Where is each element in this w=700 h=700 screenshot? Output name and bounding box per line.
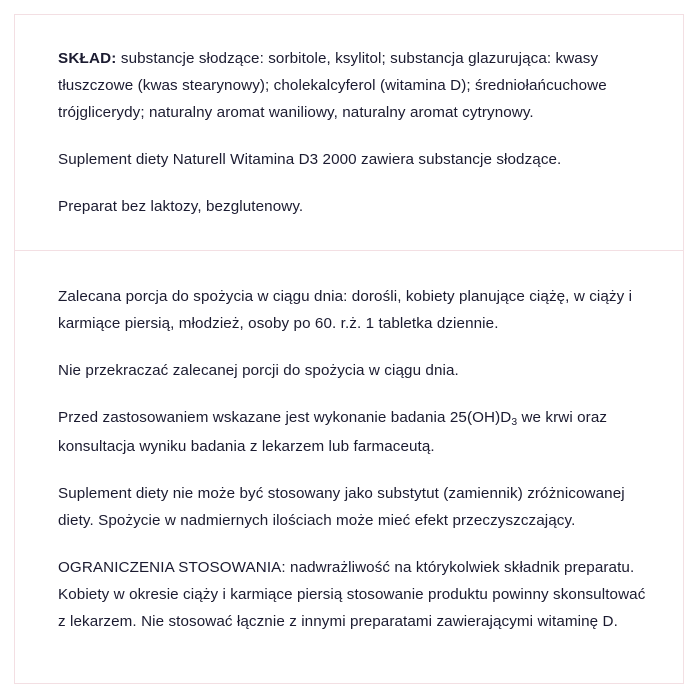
blood-test-before-text: Przed zastosowaniem wskazane jest wykonanie badania 25(OH)D xyxy=(58,409,512,426)
blood-test-after-text: we krwi oraz konsultacja wyniku badania z lekarzem lub farmaceutą. xyxy=(58,409,608,455)
allergens-paragraph: Preparat bez laktozy, bezglutenowy. xyxy=(58,198,304,215)
composition-body-text: substancje słodzące: sorbitole, ksylitol; substancja glazurująca: kwasy tłuszczowe (kwas stearynowy); cholekalcyferol (witamina D); średniołańcuchowe trójglicerydy; naturalny aromat waniliowy, naturalny aromat cytrynowy. xyxy=(58,50,607,121)
sweeteners-paragraph: Suplement diety Naturell Witamina D3 2000 zawiera substancje słodzące. xyxy=(58,151,562,168)
do-not-exceed-paragraph: Nie przekraczać zalecanej porcji do spożycia w ciągu dnia. xyxy=(58,362,459,379)
ingredients-section xyxy=(15,15,683,250)
not-substitute-paragraph: Suplement diety nie może być stosowany jako substytut (zamiennik) zróżnicowanej diety. Spożycie w nadmiernych ilościach może mieć efekt przeczyszczający. xyxy=(58,485,625,529)
restrictions-lead-label: OGRANICZENIA STOSOWANIA: xyxy=(58,559,286,576)
composition-lead-label: SKŁAD: xyxy=(58,50,117,67)
label-panel xyxy=(14,14,684,684)
restrictions-body-text: nadwrażliwość na którykolwiek składnik preparatu. Kobiety w okresie ciąży i karmiące piersią stosowanie produktu powinny skonsultować z lekarzem. Nie stosować łącznie z innymi preparatami zawierającymi witaminę D. xyxy=(58,559,646,630)
serving-paragraph: Zalecana porcja do spożycia w ciągu dnia: dorośli, kobiety planujące ciążę, w ciąży i karmiące piersią, młodzież, osoby po 60. r.ż. 1 tabletka dziennie. xyxy=(58,288,633,332)
blood-test-subscript: 3 xyxy=(511,417,518,429)
restrictions-paragraph xyxy=(58,554,653,635)
blood-test-paragraph xyxy=(58,404,653,460)
dosage-section xyxy=(15,250,683,661)
composition-paragraph xyxy=(58,45,653,126)
